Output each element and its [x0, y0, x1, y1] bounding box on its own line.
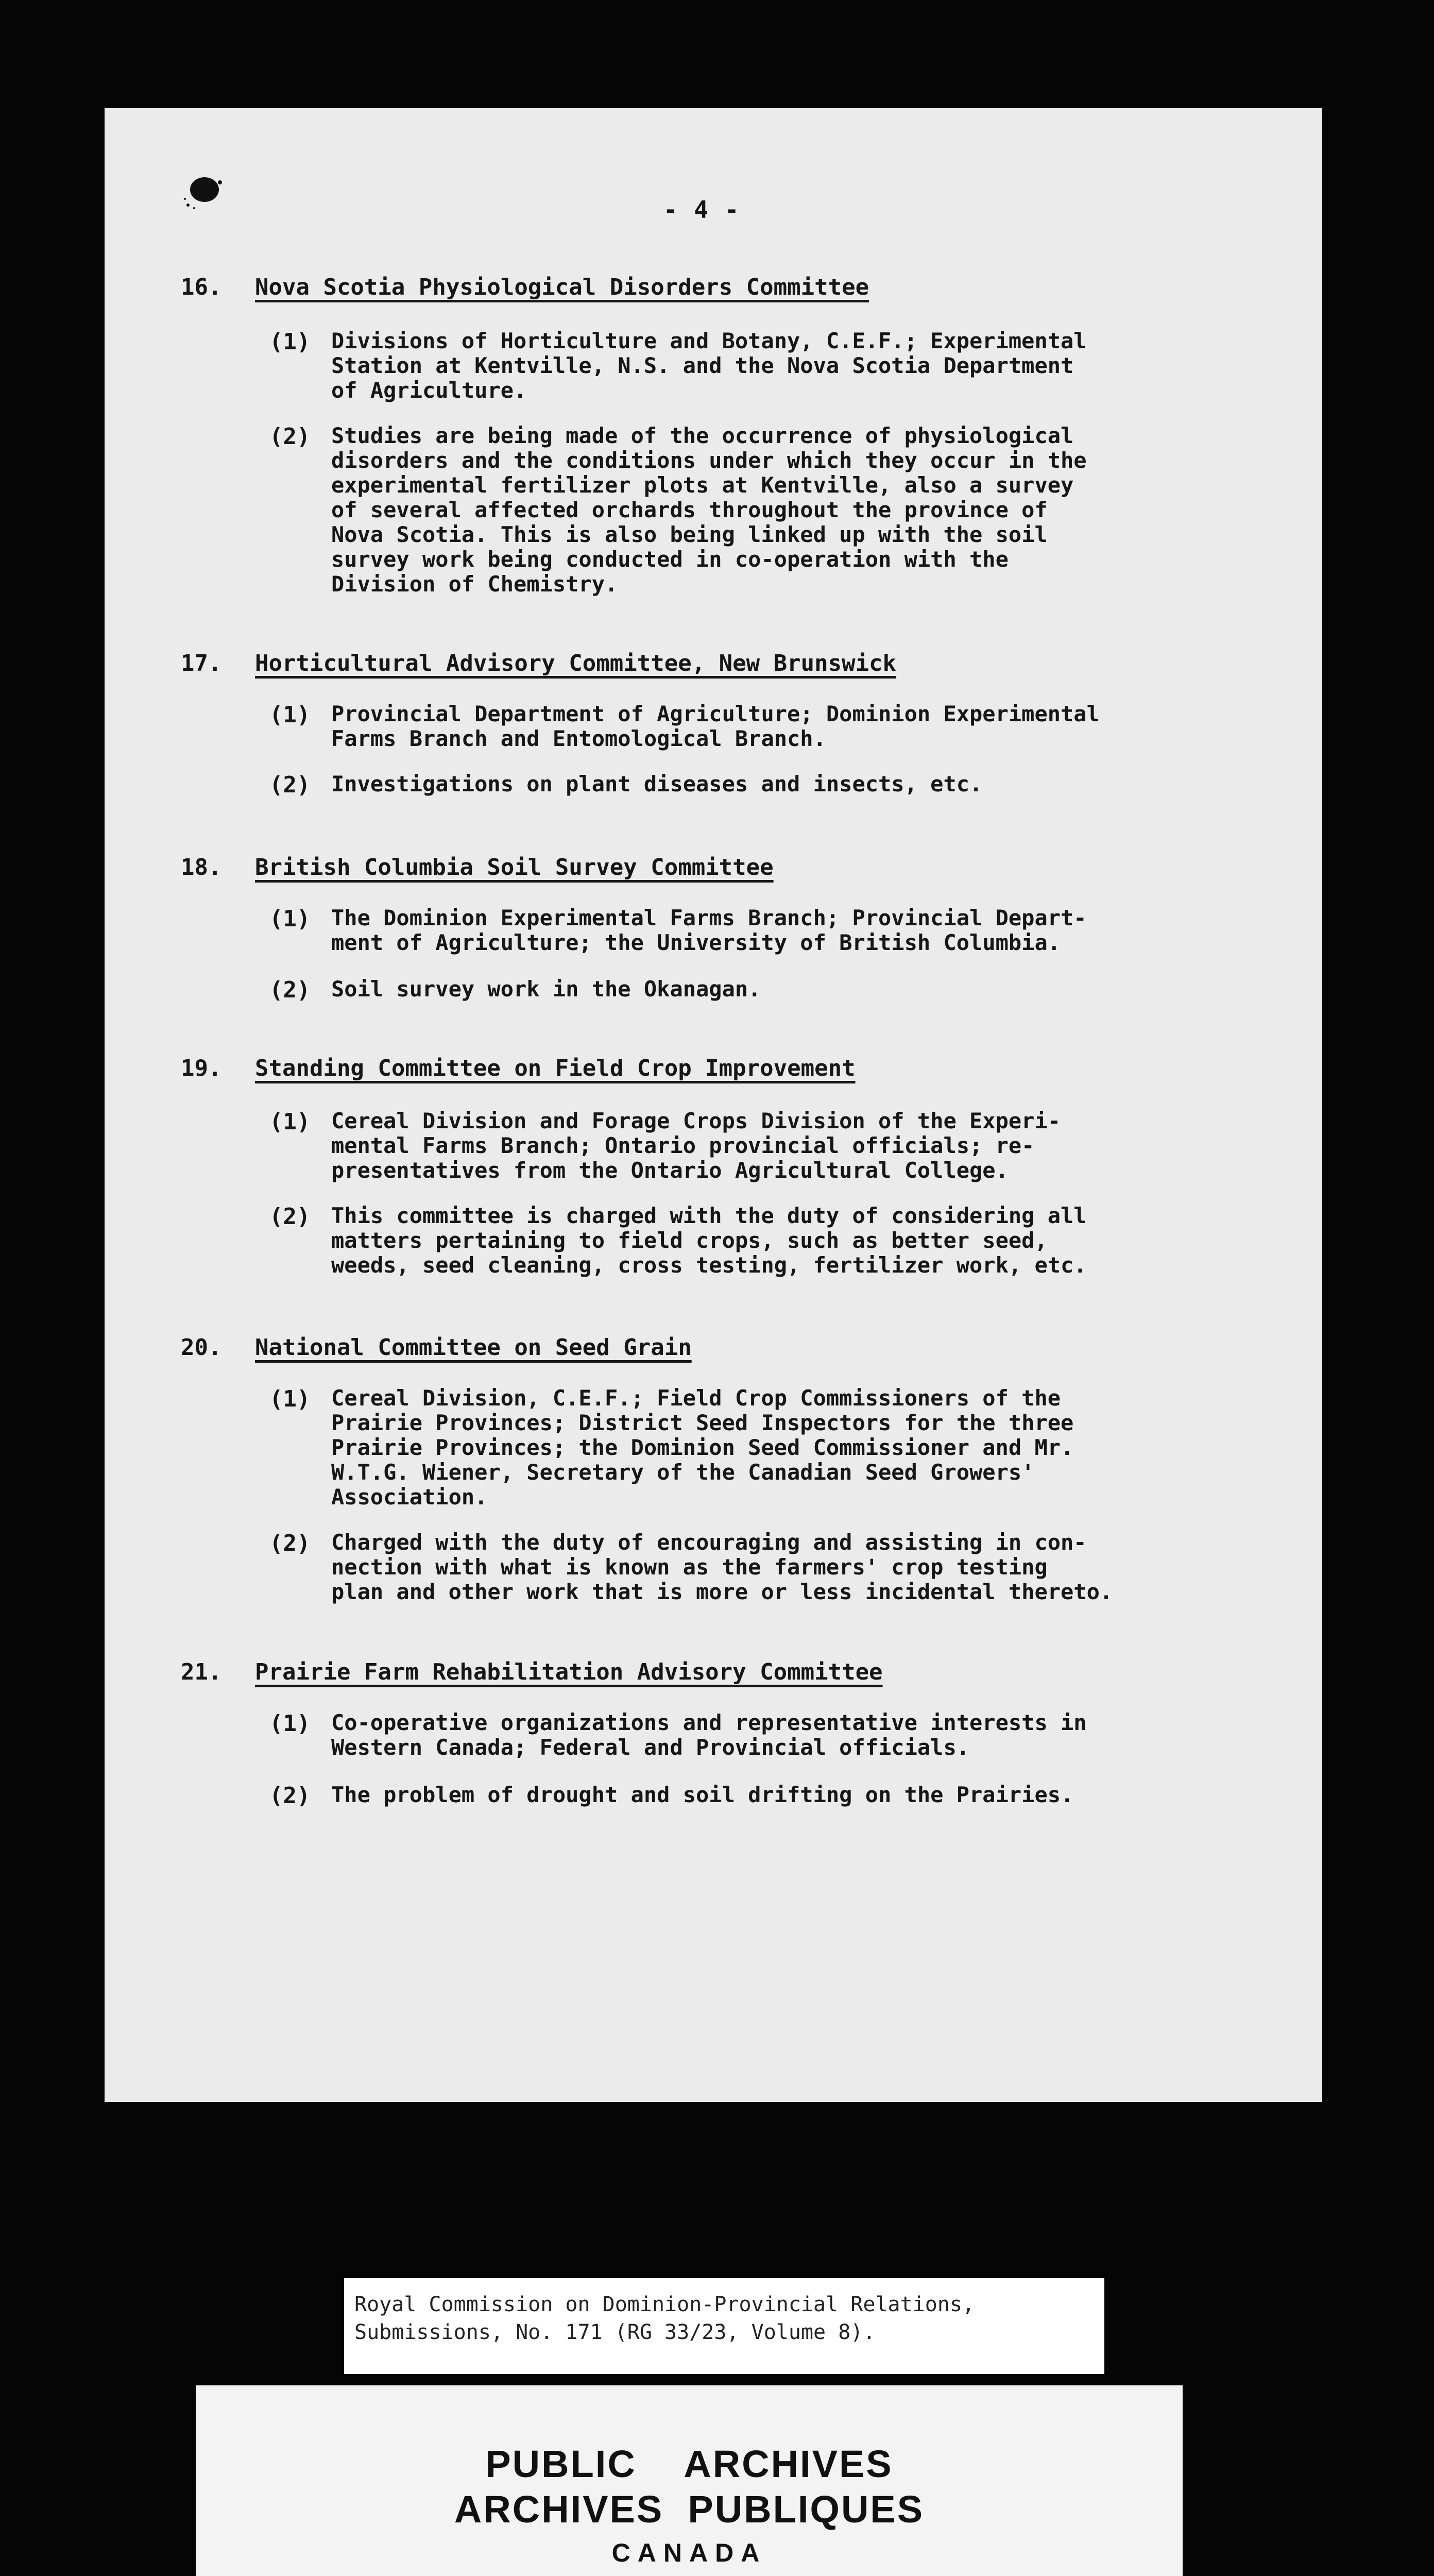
archives-stamp	[196, 2380, 1183, 2576]
item-line: Cereal Division and Forage Crops Division of the Experi-	[331, 1108, 1061, 1133]
item-line: Farms Branch and Entomological Branch.	[331, 726, 826, 751]
item-line: survey work being conducted in co-operation with the	[331, 547, 1009, 572]
item-line: experimental fertilizer plots at Kentville, also a survey	[331, 472, 1074, 498]
item-line: weeds, seed cleaning, cross testing, fertilizer work, etc.	[331, 1252, 1087, 1278]
item-number: (2)	[269, 1530, 311, 1556]
item-line: The Dominion Experimental Farms Branch; Provincial Depart-	[331, 905, 1087, 930]
archive-reference-line: Submissions, No. 171 (RG 33/23, Volume 8).	[354, 2320, 876, 2344]
section-title: Prairie Farm Rehabilitation Advisory Committee	[255, 1659, 883, 1685]
stamp-line-country: CANADA	[611, 2538, 767, 2567]
item-line: Divisions of Horticulture and Botany, C.E.F.; Experimental	[331, 328, 1087, 353]
item-line: Soil survey work in the Okanagan.	[331, 976, 761, 1002]
item-line: Cereal Division, C.E.F.; Field Crop Commissioners of the	[331, 1385, 1061, 1411]
item-number: (2)	[269, 977, 311, 1003]
item-number: (2)	[269, 772, 311, 798]
section-title: National Committee on Seed Grain	[255, 1334, 692, 1361]
item-line: Studies are being made of the occurrence of physiological	[331, 423, 1074, 448]
section-title: British Columbia Soil Survey Committee	[255, 854, 774, 880]
item-line: W.T.G. Wiener, Secretary of the Canadian Seed Growers'	[331, 1460, 1035, 1485]
item-line: ment of Agriculture; the University of British Columbia.	[331, 930, 1061, 955]
ink-blot-mark	[182, 175, 223, 211]
item-line: mental Farms Branch; Ontario provincial officials; re-	[331, 1133, 1035, 1158]
item-line: Division of Chemistry.	[331, 571, 618, 597]
item-line: Association.	[331, 1484, 488, 1510]
stamp-divider	[196, 2380, 1183, 2385]
item-line: Provincial Department of Agriculture; Dominion Experimental	[331, 701, 1100, 726]
archive-reference-line: Royal Commission on Dominion-Provincial Relations,	[354, 2293, 975, 2316]
item-number: (2)	[269, 1204, 311, 1230]
section-title: Horticultural Advisory Committee, New Brunswick	[255, 650, 897, 676]
item-line: The problem of drought and soil drifting on the Prairies.	[331, 1782, 1074, 1807]
item-number: (1)	[269, 1109, 311, 1135]
document-page	[105, 108, 1322, 2102]
item-line: Prairie Provinces; the Dominion Seed Commissioner and Mr.	[331, 1435, 1074, 1460]
item-number: (1)	[269, 1386, 311, 1412]
archive-reference-label	[344, 2278, 1104, 2374]
item-line: Investigations on plant diseases and insects, etc.	[331, 771, 983, 796]
item-line: matters pertaining to field crops, such as better seed,	[331, 1228, 1048, 1253]
section-title: Nova Scotia Physiological Disorders Committee	[255, 274, 869, 300]
section-title: Standing Committee on Field Crop Improvement	[255, 1055, 856, 1081]
section-number: 20.	[181, 1334, 222, 1361]
item-number: (2)	[269, 1783, 311, 1809]
section-number: 16.	[181, 274, 222, 300]
section-number: 17.	[181, 650, 222, 676]
item-number: (1)	[269, 702, 311, 728]
item-line: presentatives from the Ontario Agricultural College.	[331, 1158, 1009, 1183]
item-line: of several affected orchards throughout the province of	[331, 497, 1048, 522]
item-number: (2)	[269, 423, 311, 450]
item-number: (1)	[269, 906, 311, 932]
item-line: Charged with the duty of encouraging and assisting in con-	[331, 1530, 1087, 1555]
item-line: Western Canada; Federal and Provincial officials.	[331, 1735, 970, 1760]
section-number: 18.	[181, 854, 222, 880]
stamp-line-english: PUBLIC ARCHIVES	[485, 2443, 893, 2485]
item-line: Station at Kentville, N.S. and the Nova Scotia Department	[331, 353, 1074, 378]
page-number: - 4 -	[663, 196, 740, 224]
item-line: Co-operative organizations and representative interests in	[331, 1710, 1087, 1735]
item-line: of Agriculture.	[331, 378, 527, 403]
item-line: nection with what is known as the farmers' crop testing	[331, 1554, 1048, 1580]
item-line: This committee is charged with the duty of considering all	[331, 1203, 1087, 1228]
item-line: Nova Scotia. This is also being linked up with the soil	[331, 522, 1048, 547]
section-number: 21.	[181, 1659, 222, 1685]
item-number: (1)	[269, 1710, 311, 1737]
item-line: Prairie Provinces; District Seed Inspectors for the three	[331, 1410, 1074, 1435]
stamp-line-french: ARCHIVES PUBLIQUES	[454, 2488, 925, 2531]
item-line: plan and other work that is more or less incidental thereto.	[331, 1579, 1113, 1604]
item-number: (1)	[269, 329, 311, 355]
item-line: disorders and the conditions under which they occur in the	[331, 448, 1087, 473]
section-number: 19.	[181, 1055, 222, 1081]
